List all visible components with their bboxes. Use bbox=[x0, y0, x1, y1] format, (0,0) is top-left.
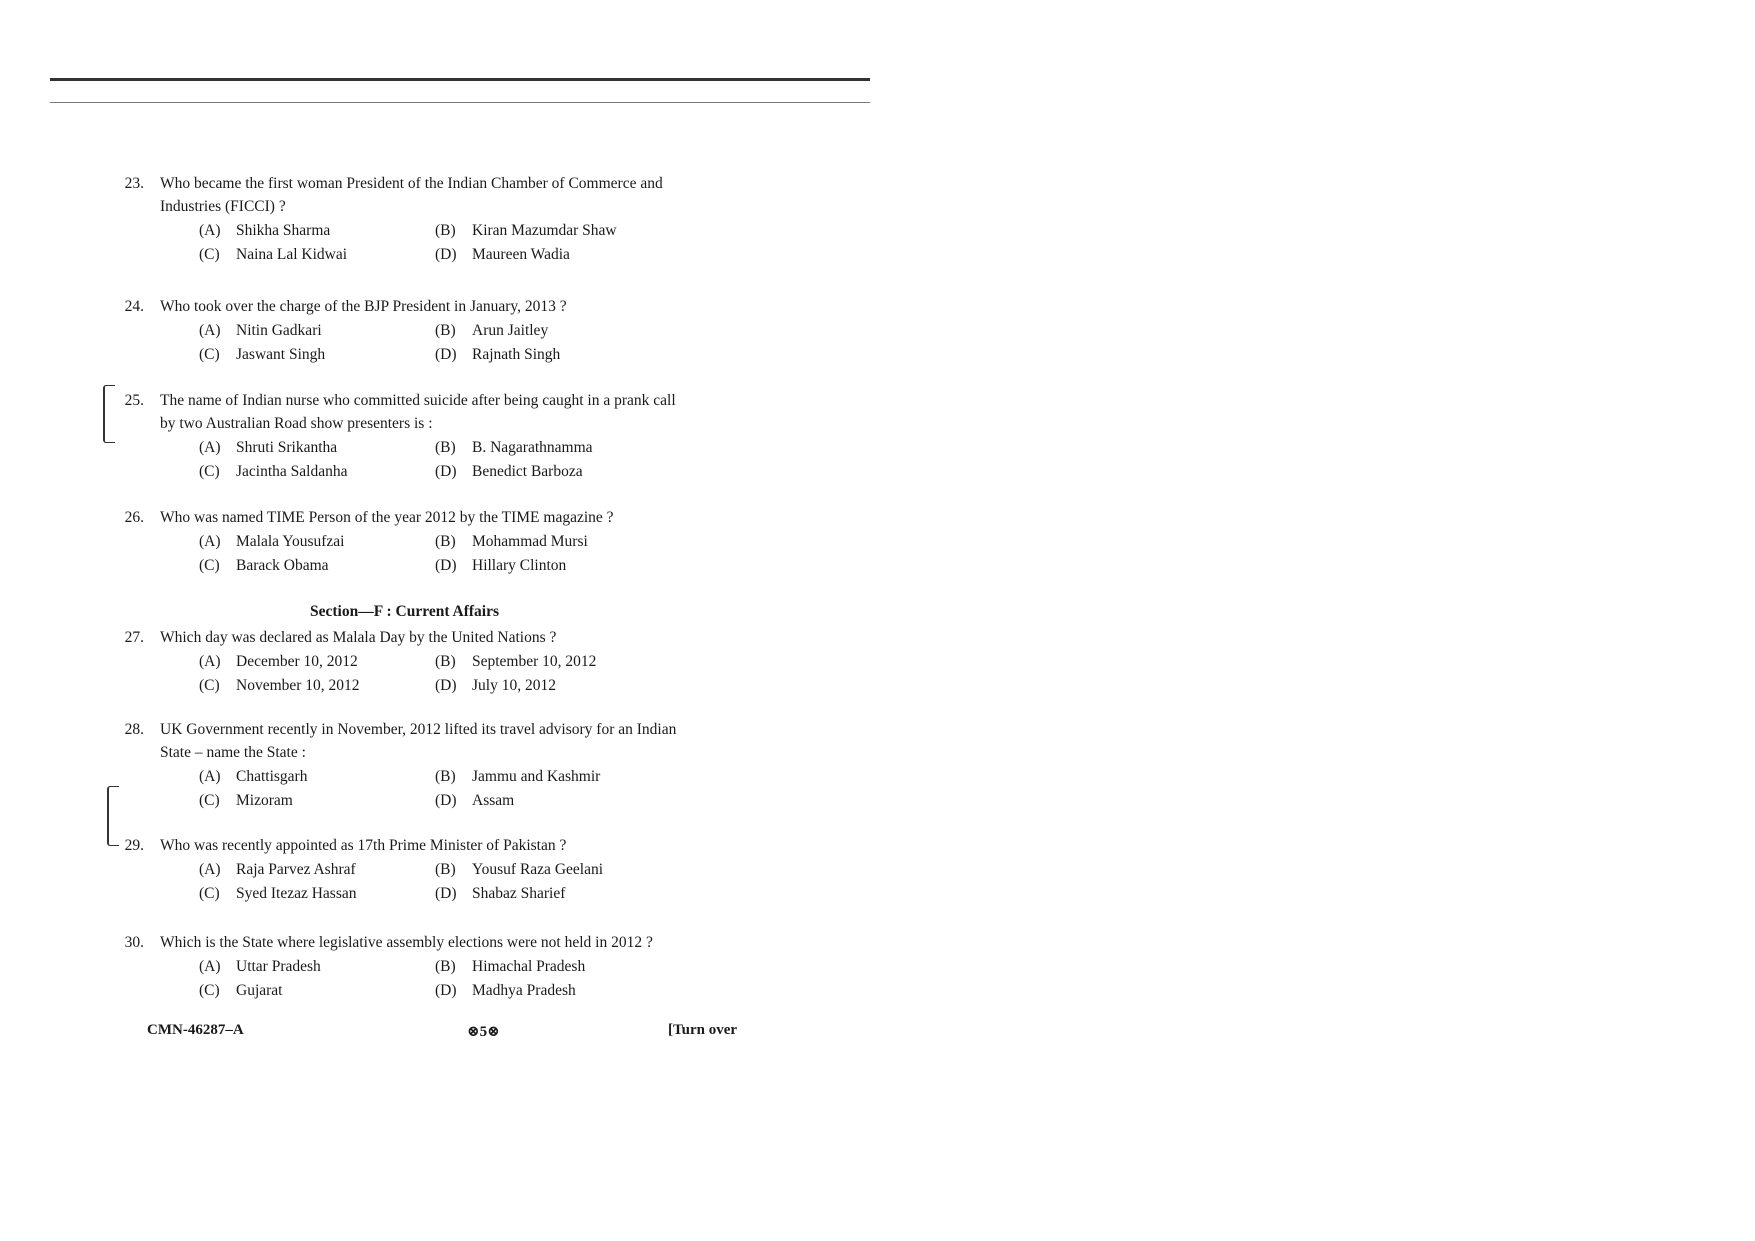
answer-option bbox=[435, 765, 685, 788]
answer-option bbox=[435, 343, 685, 366]
answer-option bbox=[199, 650, 435, 673]
option-text: November 10, 2012 bbox=[236, 677, 360, 694]
answer-option bbox=[435, 858, 685, 881]
option-text: Jaswant Singh bbox=[236, 346, 326, 363]
option-letter: (A) bbox=[199, 322, 221, 339]
section-heading: Section—F : Current Affairs bbox=[310, 603, 499, 620]
option-text: Malala Yousufzai bbox=[236, 533, 345, 550]
option-text: Chattisgarh bbox=[236, 768, 308, 785]
option-letter: (D) bbox=[435, 346, 457, 363]
question-text: Which is the State where legislative assembly elections were not held in 2012 ? bbox=[160, 934, 653, 951]
answer-option bbox=[435, 243, 685, 266]
option-letter: (B) bbox=[435, 768, 456, 785]
option-text: Mizoram bbox=[236, 792, 293, 809]
option-text: Madhya Pradesh bbox=[472, 982, 576, 999]
option-letter: (D) bbox=[435, 677, 457, 694]
option-letter: (B) bbox=[435, 653, 456, 670]
question-number: 26. bbox=[124, 509, 144, 526]
answer-option bbox=[199, 436, 435, 459]
answer-option bbox=[199, 343, 435, 366]
option-letter: (C) bbox=[199, 885, 220, 902]
answer-option bbox=[435, 979, 685, 1002]
question-item bbox=[0, 295, 760, 366]
option-text: Raja Parvez Ashraf bbox=[236, 861, 356, 878]
option-text: Benedict Barboza bbox=[472, 463, 583, 480]
option-text: Uttar Pradesh bbox=[236, 958, 321, 975]
option-letter: (A) bbox=[199, 533, 221, 550]
question-text: Who took over the charge of the BJP President in January, 2013 ? bbox=[160, 298, 567, 315]
answer-option bbox=[435, 674, 685, 697]
option-letter: (D) bbox=[435, 982, 457, 999]
question-number: 23. bbox=[124, 175, 144, 192]
answer-option bbox=[199, 955, 435, 978]
answer-option bbox=[435, 554, 685, 577]
page-number: ⊗5⊗ bbox=[467, 1024, 500, 1040]
question-text: Who became the first woman President of the Indian Chamber of Commerce and Industries (FICCI) ? bbox=[160, 175, 663, 215]
option-text: Naina Lal Kidwai bbox=[236, 246, 348, 263]
answer-option bbox=[199, 882, 435, 905]
answer-option bbox=[435, 319, 685, 342]
question-text: UK Government recently in November, 2012 lifted its travel advisory for an Indian State – name the State : bbox=[160, 721, 677, 761]
question-number: 29. bbox=[124, 837, 144, 854]
option-text: Jammu and Kashmir bbox=[472, 768, 601, 785]
option-text: Himachal Pradesh bbox=[472, 958, 586, 975]
option-letter: (B) bbox=[435, 861, 456, 878]
answer-option bbox=[199, 674, 435, 697]
option-letter: (C) bbox=[199, 677, 220, 694]
option-letter: (C) bbox=[199, 346, 220, 363]
answer-option bbox=[435, 219, 685, 242]
answer-option bbox=[435, 650, 685, 673]
option-letter: (A) bbox=[199, 861, 221, 878]
option-letter: (C) bbox=[199, 792, 220, 809]
answer-option bbox=[199, 319, 435, 342]
option-text: Shruti Srikantha bbox=[236, 439, 338, 456]
option-text: Gujarat bbox=[236, 982, 283, 999]
answer-option bbox=[199, 219, 435, 242]
option-letter: (B) bbox=[435, 533, 456, 550]
question-item bbox=[0, 931, 760, 1002]
option-text: Shabaz Sharief bbox=[472, 885, 566, 902]
option-text: Barack Obama bbox=[236, 557, 329, 574]
option-letter: (B) bbox=[435, 958, 456, 975]
option-text: Arun Jaitley bbox=[472, 322, 549, 339]
question-text: Which day was declared as Malala Day by the United Nations ? bbox=[160, 629, 557, 646]
question-item bbox=[0, 834, 760, 905]
option-text: Assam bbox=[472, 792, 515, 809]
question-item bbox=[0, 718, 760, 812]
answer-option bbox=[435, 460, 685, 483]
option-text: Hillary Clinton bbox=[472, 557, 567, 574]
answer-option bbox=[199, 243, 435, 266]
option-letter: (C) bbox=[199, 463, 220, 480]
option-letter: (C) bbox=[199, 982, 220, 999]
top-rule bbox=[50, 78, 870, 81]
answer-option bbox=[435, 789, 685, 812]
answer-option bbox=[435, 955, 685, 978]
option-letter: (A) bbox=[199, 768, 221, 785]
option-text: September 10, 2012 bbox=[472, 653, 597, 670]
answer-option bbox=[199, 554, 435, 577]
option-text: Mohammad Mursi bbox=[472, 533, 588, 550]
option-letter: (D) bbox=[435, 557, 457, 574]
paper-code: CMN-46287–A bbox=[147, 1022, 244, 1038]
question-number: 27. bbox=[124, 629, 144, 646]
question-number: 28. bbox=[124, 721, 144, 738]
answer-option bbox=[435, 436, 685, 459]
question-item bbox=[0, 172, 760, 266]
option-letter: (B) bbox=[435, 439, 456, 456]
answer-option bbox=[199, 858, 435, 881]
top-rule-thin bbox=[50, 102, 870, 103]
option-text: Rajnath Singh bbox=[472, 346, 561, 363]
question-item bbox=[0, 389, 760, 483]
option-letter: (A) bbox=[199, 958, 221, 975]
option-letter: (A) bbox=[199, 222, 221, 239]
option-text: Shikha Sharma bbox=[236, 222, 331, 239]
option-text: December 10, 2012 bbox=[236, 653, 358, 670]
option-text: July 10, 2012 bbox=[472, 677, 556, 694]
question-number: 30. bbox=[124, 934, 144, 951]
option-letter: (B) bbox=[435, 322, 456, 339]
option-letter: (D) bbox=[435, 463, 457, 480]
option-text: B. Nagarathnamma bbox=[472, 439, 593, 456]
option-text: Syed Itezaz Hassan bbox=[236, 885, 357, 902]
answer-option bbox=[199, 460, 435, 483]
answer-option bbox=[199, 765, 435, 788]
question-number: 24. bbox=[124, 298, 144, 315]
answer-option bbox=[199, 530, 435, 553]
answer-option bbox=[199, 789, 435, 812]
option-letter: (A) bbox=[199, 439, 221, 456]
option-letter: (D) bbox=[435, 246, 457, 263]
option-letter: (C) bbox=[199, 246, 220, 263]
answer-option bbox=[435, 530, 685, 553]
question-text: Who was named TIME Person of the year 2012 by the TIME magazine ? bbox=[160, 509, 614, 526]
question-item bbox=[0, 626, 760, 697]
question-text: The name of Indian nurse who committed suicide after being caught in a prank call by two Australian Road show presenters is : bbox=[160, 392, 676, 432]
option-letter: (C) bbox=[199, 557, 220, 574]
question-number: 25. bbox=[124, 392, 144, 409]
option-text: Yousuf Raza Geelani bbox=[472, 861, 604, 878]
question-item bbox=[0, 506, 760, 577]
option-text: Nitin Gadkari bbox=[236, 322, 322, 339]
answer-option bbox=[199, 979, 435, 1002]
answer-option bbox=[435, 882, 685, 905]
option-letter: (D) bbox=[435, 885, 457, 902]
question-text: Who was recently appointed as 17th Prime Minister of Pakistan ? bbox=[160, 837, 567, 854]
option-text: Maureen Wadia bbox=[472, 246, 570, 263]
option-text: Kiran Mazumdar Shaw bbox=[472, 222, 617, 239]
option-letter: (D) bbox=[435, 792, 457, 809]
option-text: Jacintha Saldanha bbox=[236, 463, 348, 480]
turn-over-note: [Turn over bbox=[668, 1022, 738, 1038]
option-letter: (A) bbox=[199, 653, 221, 670]
option-letter: (B) bbox=[435, 222, 456, 239]
